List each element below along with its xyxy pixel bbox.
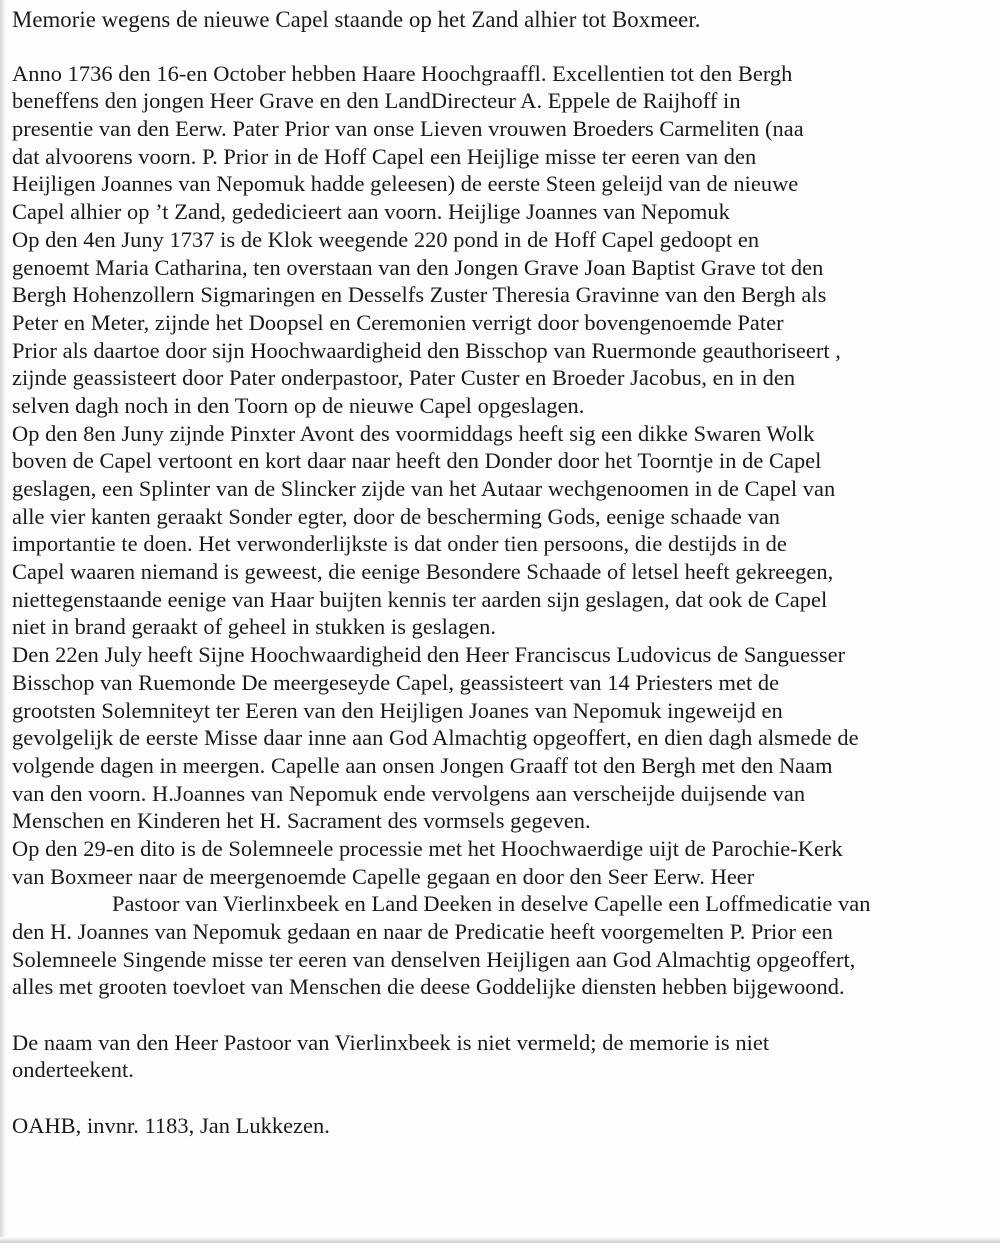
scan-edge-bottom bbox=[0, 1237, 1000, 1243]
body-line: Bergh Hohenzollern Sigmaringen en Desselfs Zuster Theresia Gravinne van den Bergh als bbox=[12, 282, 827, 308]
source-reference: OAHB, invnr. 1183, Jan Lukkezen. bbox=[12, 1112, 330, 1138]
blank-line bbox=[12, 34, 992, 60]
body-line: Peter en Meter, zijnde het Doopsel en Ceremonien verrigt door bovengenoemde Pater bbox=[12, 309, 784, 335]
body-line: Op den 4en Juny 1737 is de Klok weegende 220 pond in de Hoff Capel gedoopt en bbox=[12, 226, 760, 252]
body-line: Capel waaren niemand is geweest, die eenige Besondere Schaade of letsel heeft gekreegen, bbox=[12, 559, 834, 585]
body-line: dat alvoorens voorn. P. Prior in de Hoff Capel een Heijlige misse ter eeren van den bbox=[12, 143, 757, 169]
document-title: Memorie wegens de nieuwe Capel staande op het Zand alhier tot Boxmeer. bbox=[12, 7, 701, 32]
body-line: Heijligen Joannes van Nepomuk hadde geleesen) de eerste Steen geleijd van de nieuwe bbox=[12, 171, 799, 197]
note-line: onderteekent. bbox=[12, 1057, 134, 1083]
body-line: grootsten Solemniteyt ter Eeren van den Heijligen Joanes van Nepomuk ingeweijd en bbox=[12, 697, 783, 723]
body-line: Prior als daartoe door sijn Hoochwaardigheid den Bisschop van Ruermonde geauthoriseert , bbox=[12, 337, 841, 363]
body-line: Op den 8en Juny zijnde Pinxter Avont des voormiddags heeft sig een dikke Swaren Wolk bbox=[12, 420, 815, 446]
body-line: gevolgelijk de eerste Misse daar inne aan God Almachtig opgeoffert, en dien dagh alsmede de bbox=[12, 725, 859, 751]
body-line: selven dagh noch in den Toorn op de nieuwe Capel opgeslagen. bbox=[12, 392, 585, 418]
note-line: De naam van den Heer Pastoor van Vierlinxbeek is niet vermeld; de memorie is niet bbox=[12, 1029, 770, 1055]
body-line: beneffens den jongen Heer Grave en den LandDirecteur A. Eppele de Raijhoff in bbox=[12, 88, 741, 114]
body-line: Den 22en July heeft Sijne Hoochwaardigheid den Heer Franciscus Ludovicus de Sanguesser bbox=[12, 642, 846, 668]
body-line: Capel alhier op ’t Zand, gededicieert aan voorn. Heijlige Joannes van Nepomuk bbox=[12, 199, 730, 225]
body-line: van Boxmeer naar de meergenoemde Capelle gegaan en door den Seer Eerw. Heer bbox=[12, 863, 755, 889]
body-line: alle vier kanten geraakt Sonder egter, door de bescherming Gods, eenige schaade van bbox=[12, 503, 780, 529]
body-line: genoemt Maria Catharina, ten overstaan van den Jongen Grave Joan Baptist Grave tot den bbox=[12, 254, 824, 280]
body-line: Anno 1736 den 16-en October hebben Haare Hoochgraaffl. Excellentien tot den Bergh bbox=[12, 60, 793, 86]
closing-line: den H. Joannes van Nepomuk gedaan en naar de Predicatie heeft voorgemelten P. Prior een bbox=[12, 919, 833, 944]
indented-line: Pastoor van Vierlinxbeek en Land Deeken in deselve Capelle een Loffmedicatie van bbox=[112, 891, 871, 917]
scan-edge-left bbox=[0, 0, 6, 1243]
body-line: importantie te doen. Het verwonderlijkste is dat onder tien persoons, die destijds in de bbox=[12, 531, 787, 557]
document-text bbox=[12, 6, 992, 1140]
body-line: van den voorn. H.Joannes van Nepomuk ende vervolgens aan verscheijde duijsende van bbox=[12, 780, 806, 806]
body-line: Menschen en Kinderen het H. Sacrament des vormsels gegeven. bbox=[12, 808, 591, 834]
body-line: boven de Capel vertoont en kort daar naar heeft den Donder door het Toorntje in de Capel bbox=[12, 448, 822, 474]
blank-line bbox=[12, 1001, 992, 1029]
body-line: niet in brand geraakt of geheel in stukken is geslagen. bbox=[12, 614, 496, 640]
body-line: Bisschop van Ruemonde De meergeseyde Capel, geassisteert van 14 Priesters met de bbox=[12, 669, 780, 695]
body-line: niettegenstaande eenige van Haar buijten kennis ter aarden sijn geslagen, dat ook de Capel bbox=[12, 586, 828, 612]
body-line: Op den 29-en dito is de Solemneele processie met het Hoochwaerdige uijt de Parochie-Kerk bbox=[12, 835, 843, 861]
body-line: geslagen, een Splinter van de Slincker zijde van het Autaar wechgenoomen in de Capel van bbox=[12, 476, 836, 501]
body-line: zijnde geassisteert door Pater onderpastoor, Pater Custer en Broeder Jacobus, en in den bbox=[12, 365, 796, 391]
closing-line: alles met grooten toevloet van Menschen die deese Goddelijke diensten hebben bijgewoond. bbox=[12, 974, 845, 1000]
blank-line bbox=[12, 1084, 992, 1112]
closing-line: Solemneele Singende misse ter eeren van denselven Heijligen aan God Almachtig opgeoffert, bbox=[12, 946, 856, 972]
body-line: volgende dagen in meergen. Capelle aan onsen Jongen Graaff tot den Bergh met den Naam bbox=[12, 752, 833, 778]
body-line: presentie van den Eerw. Pater Prior van onse Lieven vrouwen Broeders Carmeliten (naa bbox=[12, 116, 804, 142]
